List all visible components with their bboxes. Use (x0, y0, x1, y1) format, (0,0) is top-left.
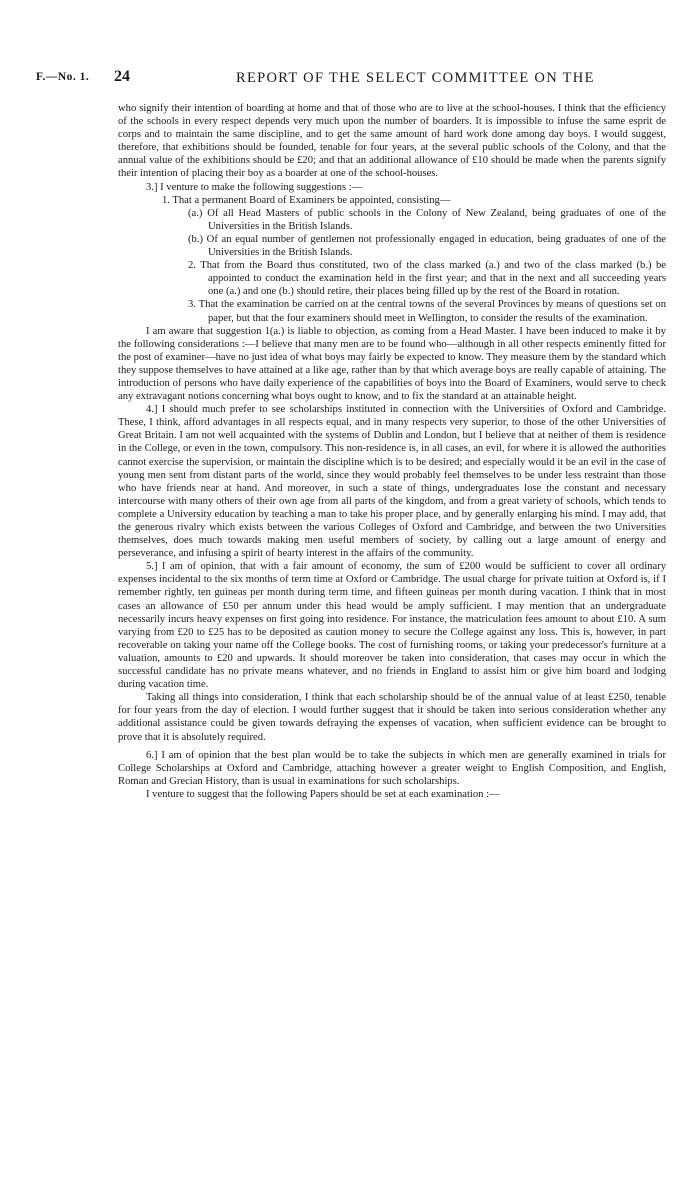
paragraph-suggestions-intro: 3.] I venture to make the following suggestions :— (146, 181, 363, 193)
suggestion-1a: (a.) Of all Head Masters of public schools in the Colony of New Zealand, being graduates of one of the Universities in the British Islands. (188, 207, 666, 232)
paragraph-examination-subjects: 6.] I am of opinion that the best plan would be to take the subjects in which men are generally examined in trials for College Scholarships at Oxford and Cambridge, attaching however a greater weight to English Composition, and English, Roman and Grecian History, than is usual in examinations for such scholarships. (118, 749, 666, 787)
paragraph-boarders: who signify their intention of boarding at home and that of those who are to live at the school-houses. I think that the efficiency of the schools in every respect depends very much upon the number of boarders. It is impossible to infuse the same esprit de corps and to maintain the same discipline, and to get the same amount of hard work done among day boys. I would suggest, therefore, that exhibitions should be founded, tenable for four years, at the several public schools of the Colony, and that the annual value of the exhibitions should be £20; and that an additional allowance of £10 should be made when the parents signify their intention of placing their boy as a boarder at one of the school-houses. (118, 103, 666, 180)
page-header (36, 68, 670, 90)
paragraph-expenses: 5.] I am of opinion, that with a fair amount of economy, the sum of £200 would be sufficient to cover all ordinary expenses incidental to the six months of term time at Oxford or Cambridge. The usual charge for private tuition at Oxford is, if I remember rightly, ten guineas per month during term time, and fifteen guineas per month during vacation. I think that in most cases an allowance of £50 per annum under this head would be amply sufficient. I may mention that an undergraduate necessarily incurs heavy expenses on first going into residence. For instance, the matriculation fees amount to about £10. A sum varying from £20 to £25 has to be deposited as caution money to secure the College against any loss. This is, however, in part recoverable on taking your name off the College books. The cost of furnishing rooms, or taking your predecessor's furniture at a valuation, amounts to £20 and upwards. It should moreover be taken into consideration, that cases may occur in which the successful candidate has no private means whatever, and no friends in England to assist him or give him board and lodging during vacation time. (118, 561, 666, 691)
paragraph-universities: 4.] I should much prefer to see scholarships instituted in connection with the Universities of Oxford and Cambridge. These, I think, afford advantages in all respects equal, and in many respects very superior, to those of the other Universities of Great Britain. I am not well acquainted with the systems of Dublin and London, but I believe that at neither of them is residence in the College, or even in the town, compulsory. This non-residence is, in all cases, an evil, for where it is allowed the authorities cannot exercise the supervision, or maintain the discipline which is to be desired; and especially would it be an evil in the case of young men sent from distant parts of the world, since they would probably feel themselves to be under less restraint than those who have friends near at hand. And moreover, in such a state of things, undergraduates lose the constant and necessary intercourse with many others of their own age from all parts of the kingdom, and from a great variety of schools, which tends to complete a University education by teaching a man to take his proper place, and by generally enlarging his mind. I may add, that the generous rivalry which exists between the various Colleges of Oxford and Cambridge, and between the two Universities themselves, does much towards making men useful members of society, by calling out a large amount of energy and perseverance, and infusing a spirit of hearty interest in the affairs of the community. (118, 404, 666, 560)
paragraph-scholarship-value: Taking all things into consideration, I think that each scholarship should be of the annual value of at least £250, tenable for four years from the day of election. I would further suggest that it should be taken into serious consideration whether any additional assistance could be given towards defraying the expenses of vacation, when sufficient evidence can be brought to prove that it is absolutely required. (118, 692, 666, 743)
suggestion-1: 1. That a permanent Board of Examiners be appointed, consisting— (162, 194, 451, 206)
suggestion-1b: (b.) Of an equal number of gentlemen not professionally engaged in education, being graduates of one of the Universities in the British Islands. (188, 233, 666, 259)
page-number: 24 (114, 68, 130, 85)
paragraph-papers-intro: I venture to suggest that the following Papers should be set at each examination :— (146, 788, 500, 800)
running-title: REPORT OF THE SELECT COMMITTEE ON THE (236, 70, 595, 86)
document-number: F.—No. 1. (36, 71, 90, 83)
paragraph-head-master-objection: I am aware that suggestion 1(a.) is liable to objection, as coming from a Head Master. I have been induced to make it by the following considerations :—I believe that many men are to be found who—although in all other respects eminently fitted for the post of examiner—have no just idea of what boys may fairly be expected to know. They measure them by the standard which they suppose themselves to have attained at a like age, rather than by that which average boys are really capable of attaining. The introduction of persons who have daily experience of the capabilities of boys into the Board of Examiners, would serve to check any extravagant notions concerning what boys ought to know, and to fix the standard at an attainable height. (118, 325, 666, 403)
suggestion-3: 3. That the examination be carried on at the central towns of the several Provinces by means of questions set on paper, but that the four examiners should meet in Wellington, to consider the results of the examination. (188, 299, 666, 324)
suggestion-2: 2. That from the Board thus constituted, two of the class marked (a.) and two of the class marked (b.) be appointed to conduct the examination held in the first year; and that in the next and all succeeding years one (a.) and one (b.) should retire, their places being filled up by the rest of the Board in rotation. (188, 260, 666, 298)
report-body (118, 102, 666, 801)
